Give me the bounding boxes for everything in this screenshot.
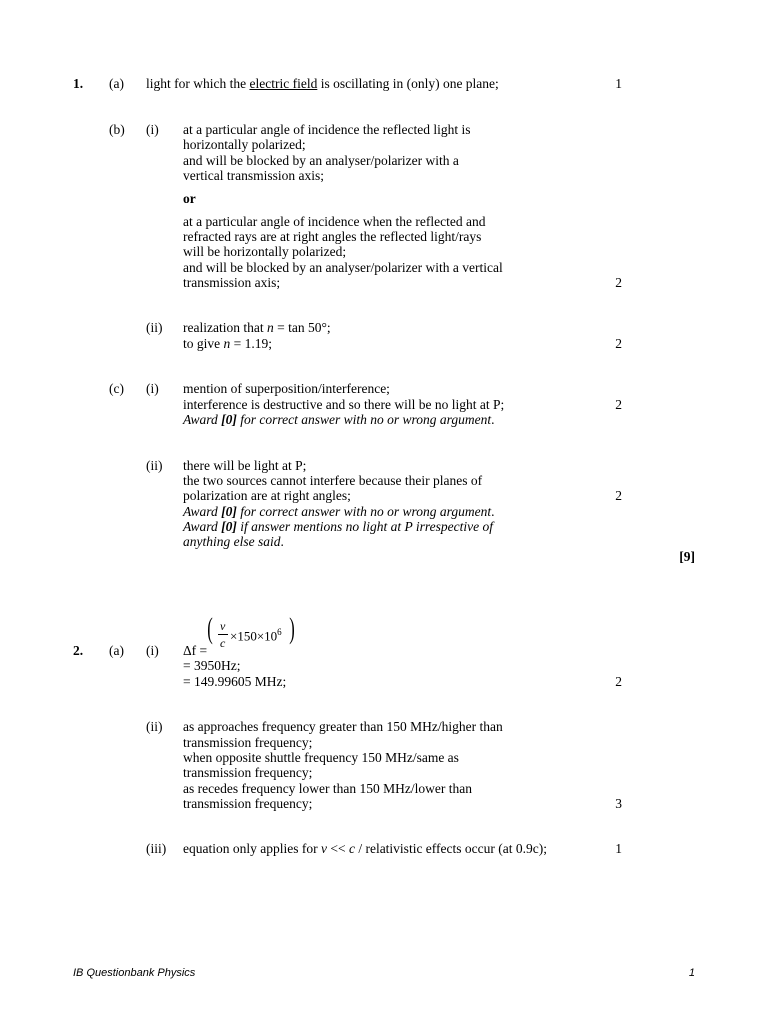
q1cii-award-note-3: anything else said. [183,534,284,549]
q1-total-marks: [9] [679,549,695,564]
q2ai-line: = 149.99605 MHz; [183,674,287,689]
q1bi-line: horizontally polarized; [183,137,306,152]
q1bi-alt-line: refracted rays are at right angles the reflected light/rays [183,229,482,244]
q1bii-line-2: to give n = 1.19; [183,336,272,351]
q1-b-i-label: (i) [146,122,159,137]
q2aiii-line: equation only applies for v << c / relativistic effects occur (at 0.9c); [183,841,547,856]
or-separator: or [183,191,196,206]
q1-c-i-label: (i) [146,381,159,396]
question-2-number: 2. [73,643,84,658]
q1bii-line-1: realization that n = tan 50°; [183,320,331,335]
q1bi-line: and will be blocked by an analyser/polarizer with a [183,153,459,168]
q1a-mark: 1 [615,76,622,91]
left-paren: ( [207,612,213,645]
q2aii-line: when opposite shuttle frequency 150 MHz/same as [183,750,459,765]
q1cii-line: the two sources cannot interfere because their planes of [183,473,483,488]
q2aii-line: transmission frequency; [183,735,313,750]
q2ai-line: = 3950Hz; [183,658,241,673]
question-1-number: 1. [73,76,84,91]
formula-denominator: c [220,636,226,650]
q1cii-mark: 2 [615,488,622,503]
page-number: 1 [688,967,695,979]
q2aii-line: transmission frequency; [183,796,313,811]
q1ci-award-note: Award [0] for correct answer with no or wrong argument. [183,412,495,427]
formula-multiplier: $\times 150\times 10^6$ [230,627,282,644]
q1-part-a-label: (a) [109,76,124,91]
q2aii-mark: 3 [615,796,622,811]
q1bii-mark: 2 [615,336,622,351]
q1ci-line: interference is destructive and so there will be no light at P; [183,397,505,412]
q1bi-line: vertical transmission axis; [183,168,324,183]
fraction-bar [218,634,228,635]
q1-part-c-label: (c) [109,381,124,396]
q1bi-alt-line: and will be blocked by an analyser/polarizer with a vertical [183,260,503,275]
q1-part-b-label: (b) [109,122,125,137]
formula-numerator: v [220,619,226,633]
q1-part-a-answer: light for which the electric field is oscillating in (only) one plane; [146,76,499,91]
right-paren: ) [289,612,295,645]
q1bi-mark: 2 [615,275,622,290]
q1cii-award-note-1: Award [0] for correct answer with no or wrong argument. [183,504,495,519]
q1-c-ii-label: (ii) [146,458,163,473]
q2aii-line: transmission frequency; [183,765,313,780]
q1bi-alt-line: will be horizontally polarized; [183,244,347,259]
delta-f-label: Δf = [183,643,208,658]
q1bi-line: at a particular angle of incidence the reflected light is [183,122,471,137]
q1cii-line: there will be light at P; [183,458,307,473]
q2ai-mark: 2 [615,674,622,689]
footer-source: IB Questionbank Physics [73,967,196,979]
q1bi-alt-line: at a particular angle of incidence when the reflected and [183,214,486,229]
q1ci-line: mention of superposition/interference; [183,381,390,396]
q2-a-ii-label: (ii) [146,719,163,734]
q2-part-a-label: (a) [109,643,124,658]
q1-b-ii-label: (ii) [146,320,163,335]
q1cii-line: polarization are at right angles; [183,488,351,503]
q2aiii-mark: 1 [615,841,622,856]
electric-field-underlined: electric field [249,76,318,91]
q1bi-alt-line: transmission axis; [183,275,281,290]
q2aii-line: as approaches frequency greater than 150 MHz/higher than [183,719,503,734]
q1cii-award-note-2: Award [0] if answer mentions no light at P irrespective of [183,519,493,534]
q2aii-line: as recedes frequency lower than 150 MHz/lower than [183,781,473,796]
q1ci-mark: 2 [615,397,622,412]
q2-a-iii-label: (iii) [146,841,167,856]
q2-a-i-label: (i) [146,643,159,658]
